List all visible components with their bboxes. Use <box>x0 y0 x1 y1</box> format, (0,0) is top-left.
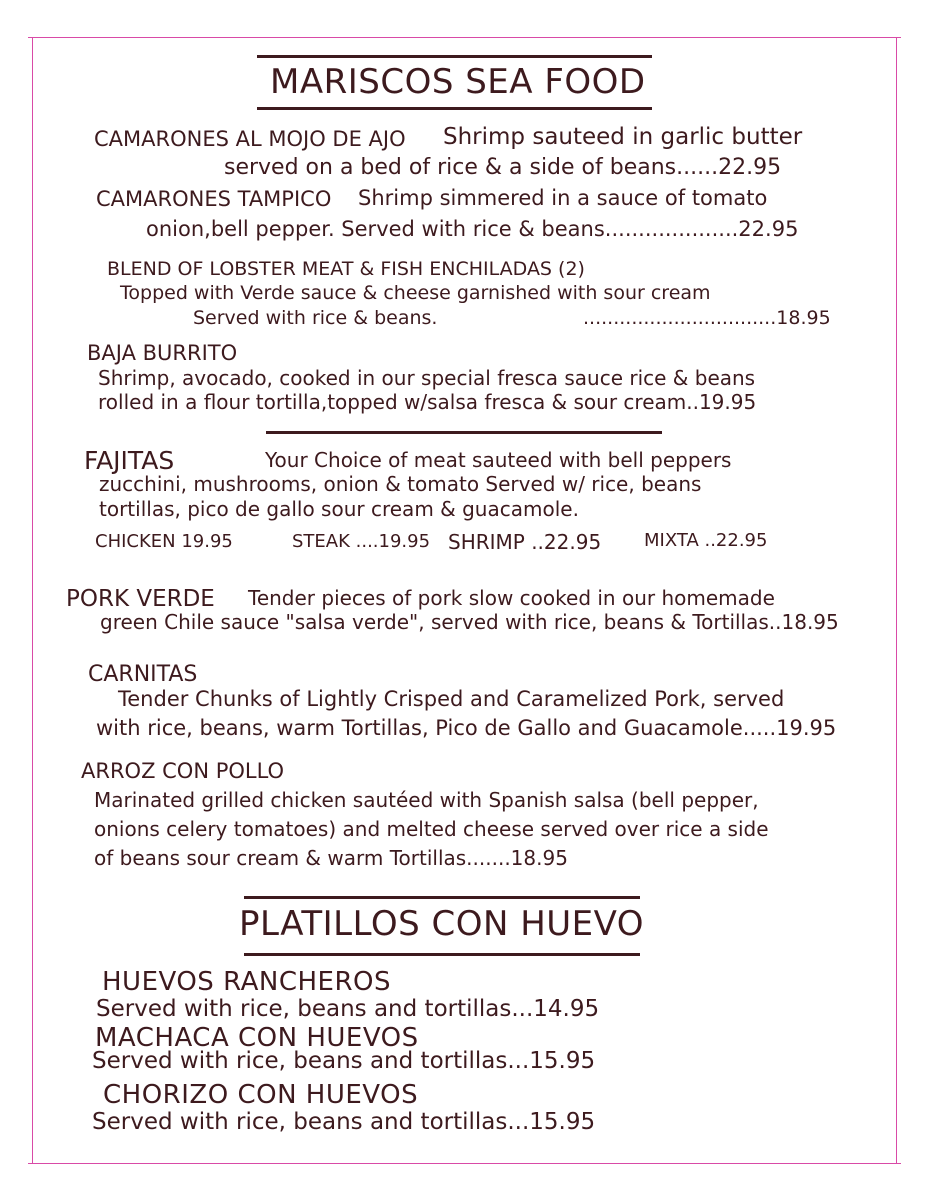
item-desc-baja-line2: rolled in a flour tortilla,topped w/salsa fresca & sour cream..19.95 <box>98 390 757 414</box>
item-desc-carnitas-line2: with rice, beans, warm Tortillas, Pico de Gallo and Guacamole.....19.95 <box>96 716 837 740</box>
item-name-machaca-con-huevos: MACHACA CON HUEVOS <box>95 1023 419 1053</box>
seafood-title-rule-top <box>257 55 652 58</box>
item-name-pork-verde: PORK VERDE <box>66 586 215 612</box>
item-desc-baja-line1: Shrimp, avocado, cooked in our special fresca sauce rice & beans <box>98 366 756 390</box>
item-desc-arroz-line3: of beans sour cream & warm Tortillas.......18.95 <box>94 846 568 870</box>
eggs-section-title: PLATILLOS CON HUEVO <box>239 904 645 944</box>
item-desc-arroz-line2: onions celery tomatoes) and melted cheese served over rice a side <box>94 817 769 841</box>
item-name-mojo-de-ajo: CAMARONES AL MOJO DE AJO <box>94 127 406 151</box>
item-desc-lobster-line1: Topped with Verde sauce & cheese garnished with sour cream <box>120 282 711 304</box>
item-desc-tampico-line2: onion,bell pepper. Served with rice & beans....................22.95 <box>146 217 799 241</box>
item-name-baja-burrito: BAJA BURRITO <box>87 341 238 365</box>
frame-bottom-border <box>28 1163 901 1164</box>
item-desc-lobster-line2: Served with rice & beans. <box>193 307 438 329</box>
fajitas-price-mixta: MIXTA ..22.95 <box>644 530 768 551</box>
frame-left-border <box>32 37 33 1164</box>
item-desc-fajitas-line1: Your Choice of meat sauteed with bell peppers <box>265 448 732 472</box>
seafood-title-rule-bottom <box>257 107 652 110</box>
item-desc-carnitas-line1: Tender Chunks of Lightly Crisped and Caramelized Pork, served <box>118 687 785 711</box>
frame-top-border <box>28 37 901 38</box>
frame-right-border <box>896 37 897 1164</box>
fajitas-price-steak: STEAK ....19.95 <box>292 531 431 552</box>
item-desc-machaca-con-huevos: Served with rice, beans and tortillas...15.95 <box>92 1048 596 1074</box>
item-desc-pork-verde-line1: Tender pieces of pork slow cooked in our homemade <box>248 586 775 610</box>
fajitas-price-shrimp: SHRIMP ..22.95 <box>448 530 602 554</box>
eggs-title-rule-bottom <box>244 953 640 956</box>
item-desc-pork-verde-line2: green Chile sauce "salsa verde", served with rice, beans & Tortillas..18.95 <box>100 610 839 634</box>
fajitas-price-chicken: CHICKEN 19.95 <box>95 531 233 552</box>
item-name-carnitas: CARNITAS <box>88 662 198 687</box>
item-name-chorizo-con-huevos: CHORIZO CON HUEVOS <box>103 1080 419 1110</box>
item-desc-fajitas-line3: tortillas, pico de gallo sour cream & guacamole. <box>99 497 579 521</box>
seafood-section-title: MARISCOS SEA FOOD <box>270 62 646 102</box>
item-desc-huevos-rancheros: Served with rice, beans and tortillas...14.95 <box>96 996 600 1022</box>
section-divider-rule <box>266 431 662 434</box>
item-desc-fajitas-line2: zucchini, mushrooms, onion & tomato Served w/ rice, beans <box>99 472 702 496</box>
eggs-title-rule-top <box>244 896 640 899</box>
item-desc-chorizo-con-huevos: Served with rice, beans and tortillas...15.95 <box>92 1109 596 1135</box>
item-desc-arroz-line1: Marinated grilled chicken sautéed with Spanish salsa (bell pepper, <box>94 788 759 812</box>
item-desc-tampico-line1: Shrimp simmered in a sauce of tomato <box>358 186 768 210</box>
item-desc-mojo-de-ajo-line1: Shrimp sauteed in garlic butter <box>443 124 803 150</box>
item-price-lobster: ................................18.95 <box>583 307 831 329</box>
item-name-huevos-rancheros: HUEVOS RANCHEROS <box>102 967 391 997</box>
item-name-fajitas: FAJITAS <box>84 446 175 475</box>
item-name-lobster-enchiladas: BLEND OF LOBSTER MEAT & FISH ENCHILADAS (2) <box>107 258 585 280</box>
item-desc-mojo-de-ajo-line2: served on a bed of rice & a side of beans......22.95 <box>224 155 782 180</box>
item-name-arroz-con-pollo: ARROZ CON POLLO <box>81 759 285 783</box>
item-name-tampico: CAMARONES TAMPICO <box>96 187 332 211</box>
